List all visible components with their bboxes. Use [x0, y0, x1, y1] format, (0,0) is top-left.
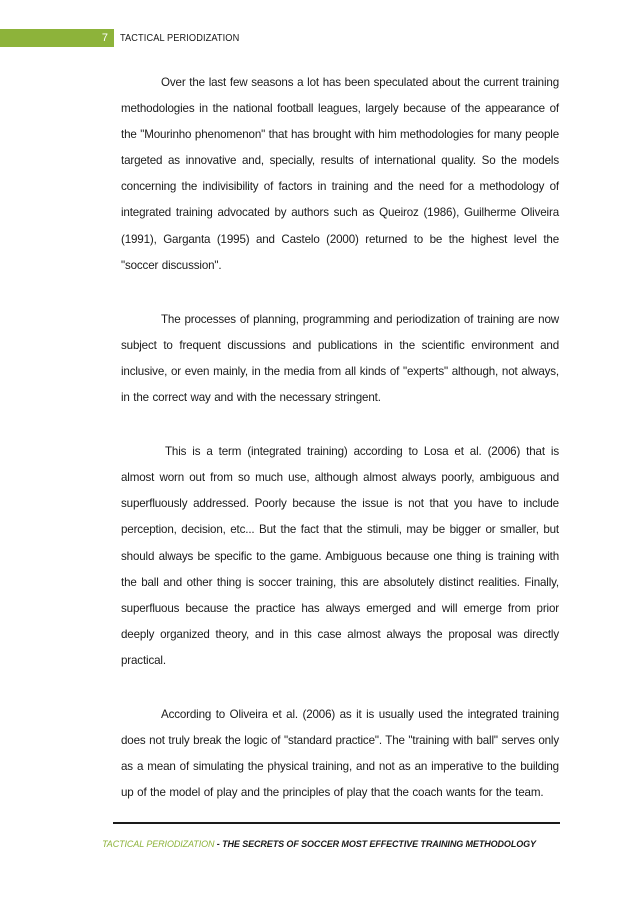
paragraph-3: This is a term (integrated training) according to Losa et al. (2006) that is almost worn out from so much use, although almost always poorly, ambiguous and superfluously addressed. Poorly because the issue is not that you have to include perception, decision, etc... But the fact that the stimuli, may be bigger or smaller, but should always be specific to the game. Ambiguous because one thing is training with the ball and other thing is soccer training, this are absolutely distinct realities. Finally, superfluous because the practice has always emerged and will emerge from prior deeply organized theory, and in this case almost always the proposal was directly practical.	[121, 445, 559, 667]
paragraph-2: The processes of planning, programming and periodization of training are now subject to frequent discussions and publications in the scientific environment and inclusive, or even mainly, in the media from all kinds of "experts" although, not always, in the correct way and with the necessary stringent.	[121, 312, 559, 405]
footer-divider	[113, 822, 560, 824]
header-accent-bar	[0, 29, 114, 47]
footer-subtitle: - THE SECRETS OF SOCCER MOST EFFECTIVE TRAINING METHODOLOGY	[214, 839, 536, 849]
page-number: 7	[101, 32, 108, 44]
paragraph-1: Over the last few seasons a lot has been speculated about the current training methodologies in the national football leagues, largely because of the appearance of the "Mourinho phenomenon" that has brought with him methodologies for many people targeted as innovative and, specially, results of international quality. So the models concerning the indivisibility of factors in training and the need for a methodology of integrated training advocated by authors such as Queiroz (1986), Guilherme Oliveira (1991), Garganta (1995) and Castelo (2000) returned to be the highest level the "soccer discussion".	[121, 76, 559, 272]
page-footer	[0, 838, 638, 850]
footer-title: TACTICAL PERIODIZATION	[102, 839, 215, 849]
page-header	[0, 29, 638, 47]
paragraph-4: According to Oliveira et al. (2006) as it is usually used the integrated training does not truly break the logic of "standard practice". The "training with ball" serves only as a mean of simulating the physical training, and not as an imperative to the building up of the model of play and the principles of play that the coach wants for the team.	[121, 707, 559, 800]
header-title: TACTICAL PERIODIZATION	[120, 32, 240, 44]
body-text	[121, 70, 559, 834]
